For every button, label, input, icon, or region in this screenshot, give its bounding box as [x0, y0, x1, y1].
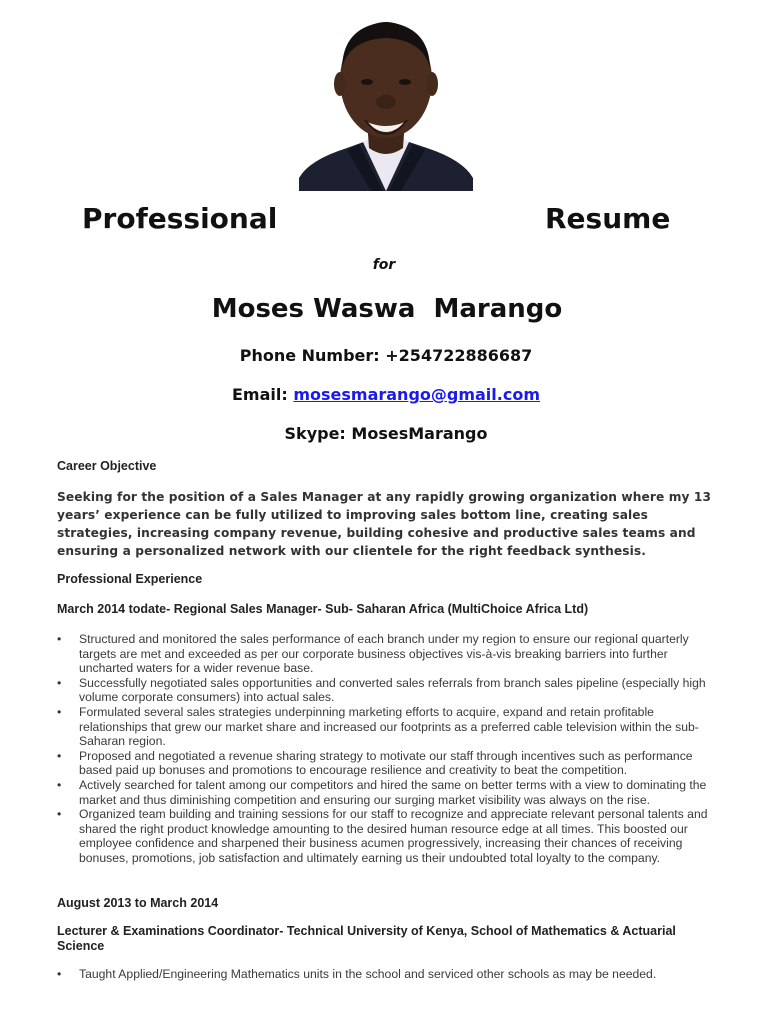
candidate-name: Moses Waswa Marango: [211, 294, 563, 324]
document-title: [0, 200, 768, 244]
professional-experience-heading: Professional Experience: [57, 572, 203, 586]
title-left-word: Professional: [82, 202, 278, 235]
email-label: Email:: [231, 385, 288, 404]
job1-bullet-list: [57, 632, 722, 866]
profile-photo: [299, 10, 473, 191]
bullet-icon: •: [57, 704, 62, 719]
phone-label: Phone Number:: [239, 346, 380, 365]
list-item-text: Formulated several sales strategies underpinning marketing efforts to acquire, expand and retain profitable relationships that grew our market share and increased our footprints as a preferred cable television within the sub-Saharan region.: [79, 704, 699, 749]
job2-bullet-list: [57, 967, 722, 982]
list-item-text: Organized team building and training sessions for our staff to recognize and appreciate relevant personal talents and shared the right product knowledge amounting to the desired human resource edge at all times. This boosted our employee confidence and sharpened their business acumen progressively, increasing their chances of receiving bonuses, promotions, job satisfaction and ultimately earning us their undoubted total loyalty to the company.: [79, 807, 708, 865]
list-item-text: Actively searched for talent among our competitors and hired the same on better terms with a view to dominating the market and thus diminishing competition and ensuring our surging market visibility was always on the rise.: [79, 777, 707, 807]
list-item: [57, 807, 722, 865]
email-link[interactable]: mosesmarango@gmail.com: [293, 385, 540, 404]
job2-title: Lecturer & Examinations Coordinator- Technical University of Kenya, School of Mathematics & Actuarial Science: [57, 924, 676, 953]
list-item-text: Taught Applied/Engineering Mathematics units in the school and serviced other schools as may be needed.: [79, 967, 657, 981]
list-item-text: Successfully negotiated sales opportunities and converted sales referrals from branch sales pipeline (especially high volume corporate consumers) into actual sales.: [79, 675, 706, 705]
for-label: for: [372, 257, 396, 273]
list-item: [57, 676, 722, 705]
job1-title: March 2014 todate- Regional Sales Manager- Sub- Saharan Africa (MultiChoice Africa Ltd): [57, 602, 589, 616]
list-item: [57, 967, 722, 982]
list-item: [57, 778, 722, 807]
bullet-icon: •: [57, 632, 62, 646]
title-right-word: Resume: [545, 202, 671, 235]
bullet-icon: •: [57, 967, 62, 981]
list-item: [57, 749, 722, 778]
skype-value: MosesMarango: [351, 424, 488, 443]
bullet-icon: •: [57, 748, 62, 763]
phone-value: +254722886687: [385, 346, 533, 365]
email-line: [0, 385, 768, 404]
list-item-text: Proposed and negotiated a revenue sharing strategy to motivate our staff through incentives such as performance based paid up bonuses and promotions to encourage resilience and creativity to beat the competition.: [79, 748, 693, 778]
job2-dates: August 2013 to March 2014: [57, 896, 219, 910]
career-objective-text: Seeking for the position of a Sales Manager at any rapidly growing organization where my 13 years’ experience can be fully utilized to improving sales bottom line, creating sales strategies, increasing company revenue, building cohesive and productive sales teams and ensuring a personalized network with our clientele for the right feedback synthesis.: [57, 490, 712, 558]
list-item-text: Structured and monitored the sales performance of each branch under my region to ensure our regional quarterly targets are met and exceeded as per our corporate business objectives vis-à-vis breaking barriers into further uncharted waters for a wider revenue base.: [79, 632, 689, 676]
bullet-icon: •: [57, 675, 62, 690]
bullet-icon: •: [57, 777, 62, 792]
phone-line: [0, 346, 768, 365]
skype-label: Skype:: [284, 424, 346, 443]
career-objective-heading: Career Objective: [57, 459, 157, 473]
list-item: [57, 705, 722, 749]
list-item: [57, 632, 722, 676]
skype-line: [0, 424, 768, 443]
bullet-icon: •: [57, 807, 62, 822]
